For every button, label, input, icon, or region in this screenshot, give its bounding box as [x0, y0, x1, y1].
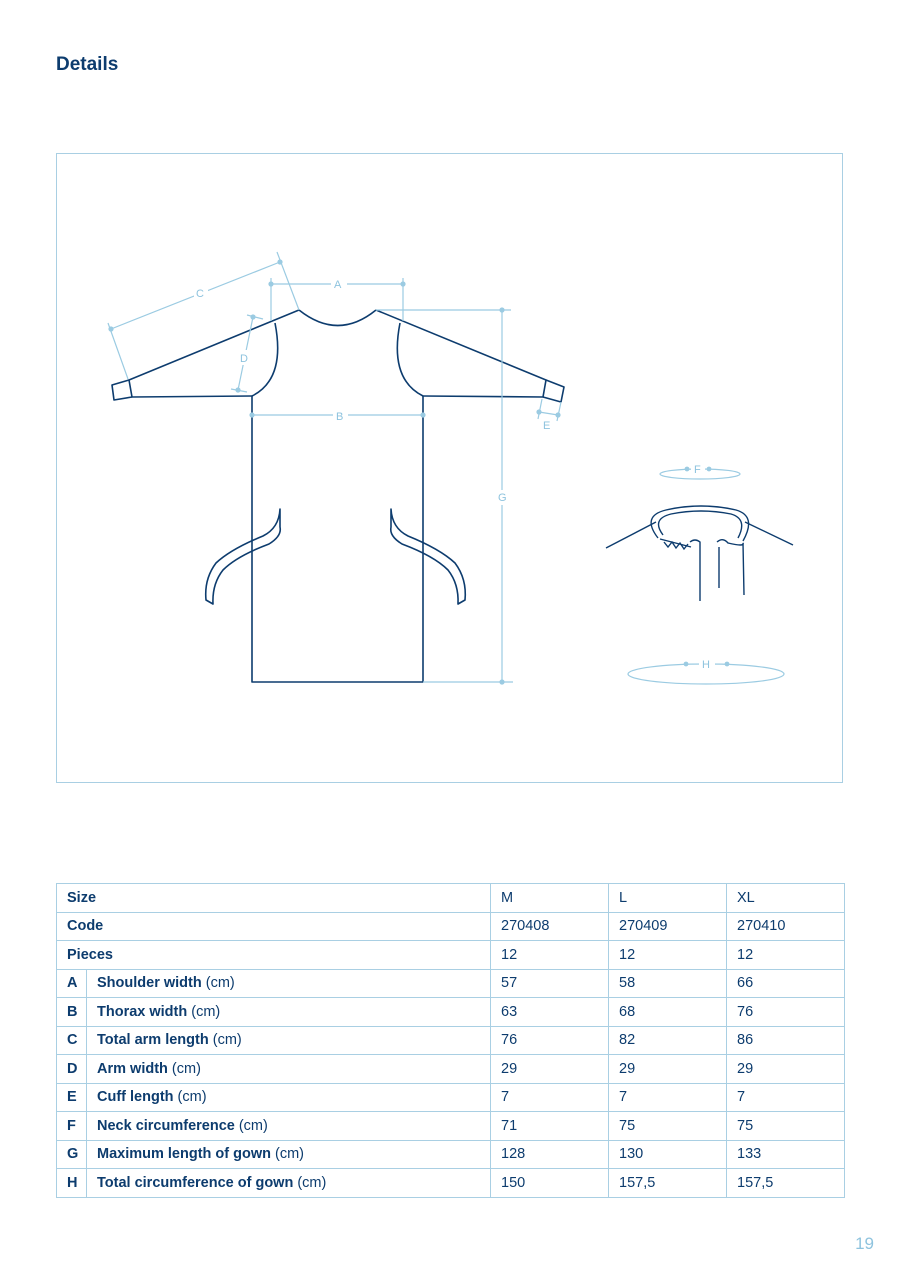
table-row	[57, 998, 845, 1027]
size-label: Size	[57, 884, 491, 913]
dim-label-a: A	[334, 279, 342, 291]
gown-left-armhole	[252, 323, 278, 396]
code-m: 270408	[491, 912, 609, 941]
row-value-xl: 7	[727, 1083, 845, 1112]
row-label-text: Thorax width	[97, 1003, 188, 1020]
table-row-code	[57, 912, 845, 941]
table-row-pieces	[57, 941, 845, 970]
gown-right-sleeve	[376, 310, 546, 397]
pieces-label: Pieces	[57, 941, 491, 970]
dim-e-ext-right	[557, 402, 561, 421]
table-row	[57, 1112, 845, 1141]
gown-neckline	[299, 310, 376, 326]
row-value-xl: 157,5	[727, 1169, 845, 1198]
row-value-xl: 75	[727, 1112, 845, 1141]
dim-e-line	[539, 412, 558, 415]
neck-detail-left-shoulder	[606, 522, 656, 548]
size-l: L	[609, 884, 727, 913]
code-l: 270409	[609, 912, 727, 941]
row-value-l: 157,5	[609, 1169, 727, 1198]
row-label-text: Neck circumference	[97, 1117, 235, 1134]
dimension-dots	[108, 259, 729, 684]
dimension-lines	[108, 252, 784, 684]
row-value-m: 128	[491, 1140, 609, 1169]
gown-body	[252, 396, 423, 682]
row-letter: G	[57, 1140, 87, 1169]
row-label-text: Maximum length of gown	[97, 1146, 271, 1163]
gown-left-sleeve	[129, 310, 299, 397]
dim-e-ext-left	[538, 399, 542, 419]
row-value-xl: 133	[727, 1140, 845, 1169]
row-value-l: 68	[609, 998, 727, 1027]
row-letter: A	[57, 969, 87, 998]
row-value-xl: 66	[727, 969, 845, 998]
table-row	[57, 1169, 845, 1198]
row-label-text: Arm width	[97, 1060, 168, 1077]
row-value-l: 7	[609, 1083, 727, 1112]
row-label-text: Shoulder width	[97, 975, 202, 992]
row-label	[87, 1083, 491, 1112]
row-value-m: 71	[491, 1112, 609, 1141]
row-label	[87, 1140, 491, 1169]
table-row	[57, 1083, 845, 1112]
row-label-text: Cuff length	[97, 1089, 174, 1106]
neck-detail-stitching	[660, 539, 691, 549]
row-unit: (cm)	[208, 1032, 242, 1049]
neck-detail-opening-left	[690, 540, 700, 601]
row-value-l: 75	[609, 1112, 727, 1141]
row-value-m: 150	[491, 1169, 609, 1198]
row-letter: F	[57, 1112, 87, 1141]
row-unit: (cm)	[187, 1003, 221, 1020]
pieces-m: 12	[491, 941, 609, 970]
gown-right-armhole	[397, 323, 423, 396]
row-unit: (cm)	[201, 975, 235, 992]
row-value-l: 29	[609, 1055, 727, 1084]
row-label-text: Total circumference of gown	[97, 1174, 294, 1191]
neck-detail-collar-inner	[659, 511, 742, 538]
neck-detail-opening-right	[717, 540, 744, 595]
row-label	[87, 1112, 491, 1141]
row-value-m: 57	[491, 969, 609, 998]
row-value-m: 7	[491, 1083, 609, 1112]
dim-label-f: F	[694, 464, 701, 476]
page-number: 19	[855, 1234, 874, 1253]
code-label: Code	[57, 912, 491, 941]
row-unit: (cm)	[234, 1117, 268, 1134]
gown-right-tie	[391, 509, 466, 604]
page-title: Details	[56, 54, 119, 75]
dim-label-d: D	[240, 353, 248, 365]
row-value-xl: 76	[727, 998, 845, 1027]
row-label	[87, 998, 491, 1027]
gown-diagram	[56, 153, 843, 783]
row-unit: (cm)	[271, 1146, 305, 1163]
pieces-l: 12	[609, 941, 727, 970]
code-xl: 270410	[727, 912, 845, 941]
row-value-l: 58	[609, 969, 727, 998]
row-value-xl: 86	[727, 1026, 845, 1055]
neck-detail	[606, 506, 793, 601]
row-label	[87, 1026, 491, 1055]
row-label	[87, 969, 491, 998]
row-letter: E	[57, 1083, 87, 1112]
row-value-m: 63	[491, 998, 609, 1027]
row-letter: D	[57, 1055, 87, 1084]
table-row-size	[57, 884, 845, 913]
table-row	[57, 1026, 845, 1055]
table-row	[57, 1055, 845, 1084]
dim-label-g: G	[498, 492, 507, 504]
row-unit: (cm)	[293, 1174, 327, 1191]
row-label	[87, 1169, 491, 1198]
row-value-l: 130	[609, 1140, 727, 1169]
size-table	[56, 883, 845, 1198]
dim-label-b: B	[336, 411, 344, 423]
dim-label-h: H	[702, 659, 710, 671]
row-unit: (cm)	[167, 1060, 201, 1077]
table-row	[57, 1140, 845, 1169]
gown-left-tie	[206, 509, 281, 604]
dim-label-c: C	[196, 288, 204, 300]
neck-detail-right-shoulder	[745, 522, 793, 545]
gown-diagram-svg	[57, 154, 844, 784]
row-value-xl: 29	[727, 1055, 845, 1084]
row-value-m: 76	[491, 1026, 609, 1055]
row-letter: B	[57, 998, 87, 1027]
label-backgrounds	[194, 277, 715, 670]
table-row	[57, 969, 845, 998]
row-value-l: 82	[609, 1026, 727, 1055]
pieces-xl: 12	[727, 941, 845, 970]
size-xl: XL	[727, 884, 845, 913]
row-label-text: Total arm length	[97, 1032, 209, 1049]
row-letter: H	[57, 1169, 87, 1198]
row-letter: C	[57, 1026, 87, 1055]
row-unit: (cm)	[173, 1089, 207, 1106]
dim-label-e: E	[543, 420, 551, 432]
size-m: M	[491, 884, 609, 913]
row-value-m: 29	[491, 1055, 609, 1084]
row-label	[87, 1055, 491, 1084]
